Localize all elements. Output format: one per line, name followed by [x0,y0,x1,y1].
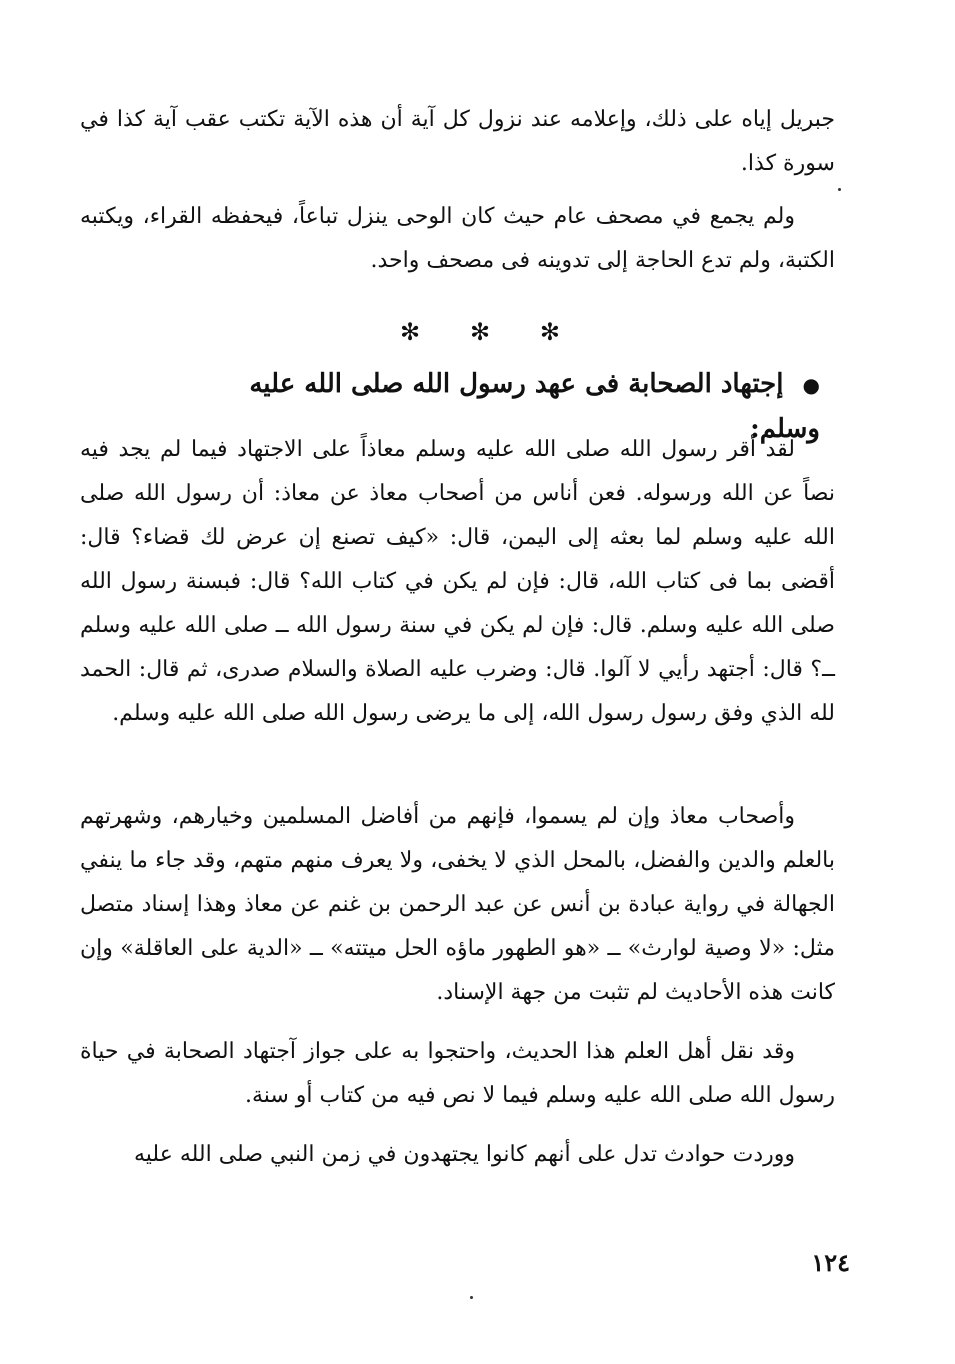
bullet-icon: ● [802,373,820,397]
section-separator [400,318,560,346]
paragraph-companions [80,795,835,1015]
paragraph-events-text: ووردت حوادث تدل على أنهم كانوا يجتهدون في زمن النبي صلى الله عليه [134,1142,795,1167]
asterisk-icon: ✻ [539,318,560,346]
asterisk-icon: ✻ [469,318,491,346]
paragraph-collection [80,195,835,283]
section-heading-text: إجتهاد الصحابة فى عهد رسول الله صلى الله عليه وسلم: [249,369,820,444]
paragraph-muadh-text: لقد أقر رسول الله صلى الله عليه وسلم معاذاً على الاجتهاد فيما لم يجد فيه نصاً عن الله ورسوله. فعن أناس من أصحاب معاذ عن معاذ: أن رسول الله صلى الله عليه وسلم لما بعثه إلى اليمن، قال: «كيف تصنع إن عرض لك قضاء؟ قال: أقضى بما فى كتاب الله، قال: فإن لم يكن في كتاب الله؟ قال: فبسنة رسول الله صلى الله عليه وسلم. قال: فإن لم يكن في سنة رسول الله ــ صلى الله عليه وسلم ــ؟ قال: أجتهد رأيي لا آلوا. قال: وضرب عليه الصلاة والسلام صدرى، ثم قال: الحمد لله الذي وفق رسول رسول الله، إلى ما يرضى رسول الله صلى الله عليه وسلم. [80,437,835,726]
scan-speck [470,1296,473,1299]
asterisk-icon: ✻ [400,318,421,346]
paragraph-companions-text: وأصحاب معاذ وإن لم يسموا، فإنهم من أفاضل المسلمين وخيارهم، وشهرتهم بالعلم والدين والفضل، بالمحل الذي لا يخفى، ولا يعرف منهم متهم، وقد جاء ما ينفي الجهالة في رواية عبادة بن أنس عن عبد الرحمن بن غنم عن معاذ وهذا إسناد متصل مثل: «لا وصية لوارث» ــ «هو الطهور ماؤه الحل ميتته» ــ «الدية على العاقلة» وإن كانت هذه الأحاديث لم تثبت من جهة الإسناد. [80,804,836,1005]
paragraph-collection-text: ولم يجمع في مصحف عام حيث كان الوحى ينزل تباعاً، فيحفظه القراء، ويكتبه الكتبة، ولم تدع الحاجة إلى تدوينه فى مصحف واحد. [80,204,835,273]
paragraph-intro [80,98,835,186]
paragraph-intro-text: جبريل إياه على ذلك، وإعلامه عند نزول كل آية أن هذه الآية تكتب عقب آية كذا في سورة كذا. [80,107,835,176]
paragraph-scholars [80,1030,835,1118]
paragraph-scholars-text: وقد نقل أهل العلم هذا الحديث، واحتجوا به على جواز آجتهاد الصحابة في حياة رسول الله صلى الله عليه وسلم فيما لا نص فيه من كتاب أو سنة. [80,1039,835,1108]
scan-speck [838,188,841,191]
page-number: ١٢٤ [811,1248,850,1277]
paragraph-muadh [80,428,835,736]
paragraph-events [80,1133,835,1177]
